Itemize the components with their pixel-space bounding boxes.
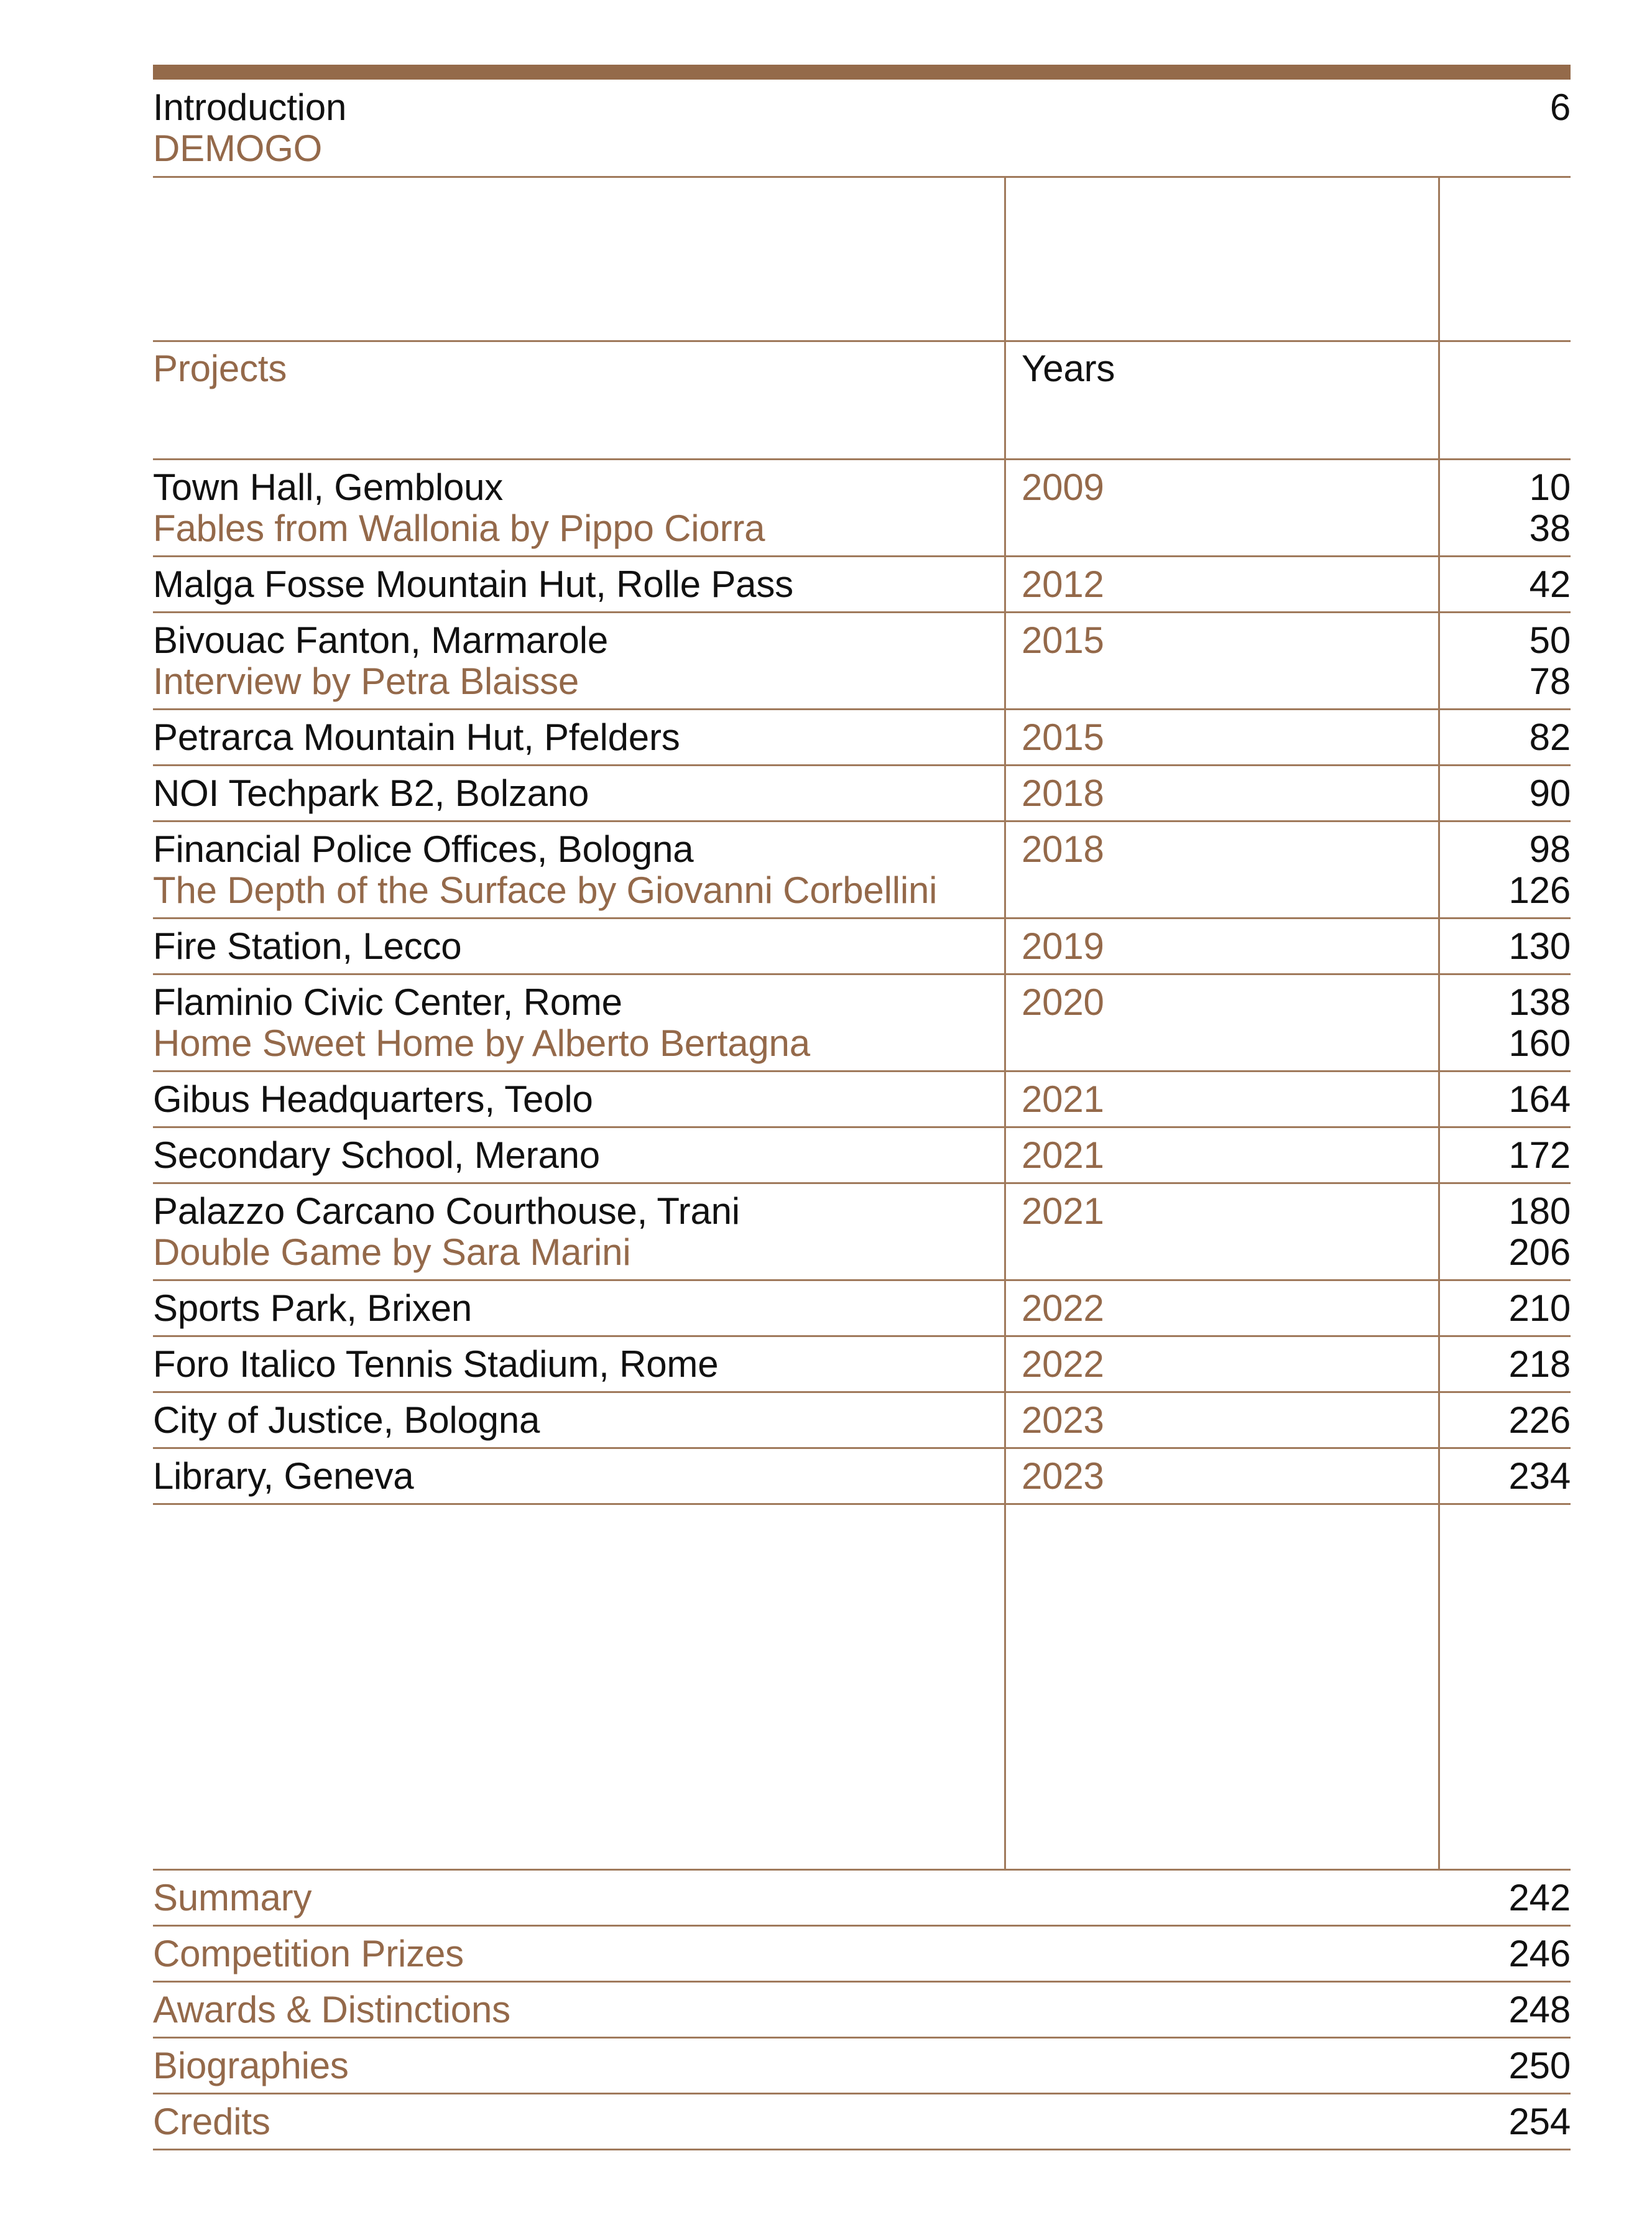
essay-title[interactable]: Double Game by Sara Marini [153, 1231, 631, 1273]
row-rule [153, 458, 1571, 460]
project-year: 2009 [1022, 466, 1104, 508]
project-title[interactable]: Palazzo Carcano Courthouse, Trani [153, 1190, 740, 1232]
project-page-number[interactable]: 82 [1529, 716, 1571, 758]
project-page-number[interactable]: 98 [1529, 828, 1571, 870]
essay-page-number[interactable]: 126 [1508, 869, 1571, 911]
project-title[interactable]: Flaminio Civic Center, Rome [153, 981, 622, 1023]
row-rule [153, 973, 1571, 975]
project-page-number[interactable]: 226 [1508, 1399, 1571, 1441]
backmatter-item[interactable]: Credits [153, 2101, 270, 2142]
project-title[interactable]: Fire Station, Lecco [153, 925, 462, 967]
project-year: 2021 [1022, 1078, 1104, 1120]
project-page-number[interactable]: 218 [1508, 1343, 1571, 1385]
backmatter-item[interactable]: Biographies [153, 2045, 349, 2086]
section-page-number: 6 [1549, 86, 1571, 128]
pages-column-rule [1438, 176, 1440, 1871]
essay-title[interactable]: Home Sweet Home by Alberto Bertagna [153, 1022, 810, 1064]
project-year: 2015 [1022, 619, 1104, 661]
project-page-number[interactable]: 10 [1529, 466, 1571, 508]
years-column-header: Years [1022, 348, 1115, 389]
row-rule [153, 611, 1571, 613]
row-rule [153, 1070, 1571, 1072]
project-title[interactable]: Financial Police Offices, Bologna [153, 828, 694, 870]
years-column-rule [1004, 176, 1006, 1871]
row-rule [153, 1447, 1571, 1449]
backmatter-page-number[interactable]: 246 [1508, 1933, 1571, 1974]
top-rule [153, 65, 1571, 80]
row-rule [153, 1391, 1571, 1393]
project-page-number[interactable]: 90 [1529, 772, 1571, 814]
row-rule [153, 820, 1571, 822]
projects-column-header: Projects [153, 348, 287, 389]
backmatter-page-number[interactable]: 248 [1508, 1989, 1571, 2030]
project-page-number[interactable]: 172 [1508, 1134, 1571, 1176]
essay-page-number[interactable]: 206 [1508, 1231, 1571, 1273]
project-title[interactable]: Gibus Headquarters, Teolo [153, 1078, 593, 1120]
backmatter-page-number[interactable]: 254 [1508, 2101, 1571, 2142]
backmatter-page-number[interactable]: 250 [1508, 2045, 1571, 2086]
project-year: 2023 [1022, 1399, 1104, 1441]
project-year: 2023 [1022, 1455, 1104, 1497]
row-rule [153, 1503, 1571, 1505]
row-rule [153, 555, 1571, 557]
project-page-number[interactable]: 50 [1529, 619, 1571, 661]
essay-title[interactable]: Interview by Petra Blaisse [153, 660, 579, 702]
project-page-number[interactable]: 42 [1529, 563, 1571, 605]
section-subtitle: DEMOGO [153, 127, 323, 169]
project-title[interactable]: Sports Park, Brixen [153, 1287, 473, 1329]
backmatter-rule [153, 1981, 1571, 1983]
backmatter-item[interactable]: Summary [153, 1877, 312, 1918]
row-rule [153, 1182, 1571, 1184]
header-rule [153, 176, 1571, 178]
project-page-number[interactable]: 180 [1508, 1190, 1571, 1232]
project-title[interactable]: Bivouac Fanton, Marmarole [153, 619, 608, 661]
project-year: 2022 [1022, 1343, 1104, 1385]
essay-title[interactable]: Fables from Wallonia by Pippo Ciorra [153, 507, 765, 549]
project-title[interactable]: Malga Fosse Mountain Hut, Rolle Pass [153, 563, 793, 605]
project-year: 2020 [1022, 981, 1104, 1023]
project-title[interactable]: Foro Italico Tennis Stadium, Rome [153, 1343, 719, 1385]
section-title: Introduction [153, 86, 347, 128]
row-rule [153, 1279, 1571, 1281]
row-rule [153, 1126, 1571, 1128]
column-header-rule [153, 340, 1571, 342]
row-rule [153, 708, 1571, 710]
row-rule [153, 1335, 1571, 1337]
backmatter-page-number[interactable]: 242 [1508, 1877, 1571, 1918]
essay-title[interactable]: The Depth of the Surface by Giovanni Corbellini [153, 869, 938, 911]
essay-page-number[interactable]: 38 [1529, 507, 1571, 549]
project-year: 2019 [1022, 925, 1104, 967]
backmatter-rule [153, 2037, 1571, 2039]
project-page-number[interactable]: 130 [1508, 925, 1571, 967]
project-year: 2021 [1022, 1134, 1104, 1176]
backmatter-item[interactable]: Awards & Distinctions [153, 1989, 510, 2030]
project-year: 2022 [1022, 1287, 1104, 1329]
project-title[interactable]: Secondary School, Merano [153, 1134, 600, 1176]
project-page-number[interactable]: 210 [1508, 1287, 1571, 1329]
backmatter-rule [153, 2149, 1571, 2150]
project-page-number[interactable]: 138 [1508, 981, 1571, 1023]
backmatter-rule [153, 2093, 1571, 2094]
essay-page-number[interactable]: 78 [1529, 660, 1571, 702]
project-year: 2021 [1022, 1190, 1104, 1232]
project-title[interactable]: City of Justice, Bologna [153, 1399, 540, 1441]
project-page-number[interactable]: 164 [1508, 1078, 1571, 1120]
backmatter-item[interactable]: Competition Prizes [153, 1933, 464, 1974]
project-title[interactable]: Town Hall, Gembloux [153, 466, 504, 508]
project-title[interactable]: Library, Geneva [153, 1455, 414, 1497]
essay-page-number[interactable]: 160 [1508, 1022, 1571, 1064]
project-year: 2015 [1022, 716, 1104, 758]
row-rule [153, 917, 1571, 919]
project-year: 2012 [1022, 563, 1104, 605]
project-title[interactable]: Petrarca Mountain Hut, Pfelders [153, 716, 680, 758]
project-page-number[interactable]: 234 [1508, 1455, 1571, 1497]
project-year: 2018 [1022, 828, 1104, 870]
row-rule [153, 764, 1571, 766]
backmatter-rule [153, 1869, 1571, 1871]
backmatter-rule [153, 1925, 1571, 1927]
project-year: 2018 [1022, 772, 1104, 814]
project-title[interactable]: NOI Techpark B2, Bolzano [153, 772, 589, 814]
